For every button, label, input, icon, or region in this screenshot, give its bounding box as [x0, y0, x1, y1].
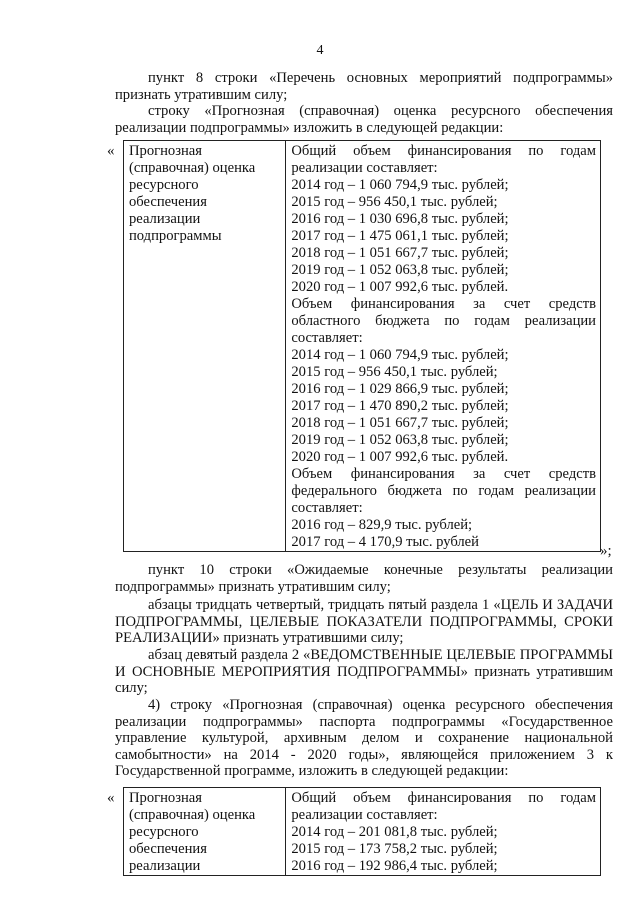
label-line: реализации	[129, 211, 201, 227]
list-item: 2016 год – 192 986,4 тыс. рублей;	[291, 858, 498, 874]
paragraph-section-1	[115, 597, 613, 647]
label-line: ресурсного	[129, 824, 199, 840]
table-value-cell	[286, 141, 601, 552]
label-line: (справочная) оценка	[129, 160, 256, 176]
quote-open: «	[107, 143, 115, 159]
quote-close: »;	[600, 543, 612, 559]
list-item: 2017 год – 1 470 890,2 тыс. рублей;	[291, 398, 509, 414]
quote-open: «	[107, 790, 115, 806]
paragraph-item-4	[115, 697, 613, 780]
list-item: 2016 год – 1 029 866,9 тыс. рублей;	[291, 381, 509, 397]
list-item: 2015 год – 956 450,1 тыс. рублей;	[291, 194, 498, 210]
list-item: 2018 год – 1 051 667,7 тыс. рублей;	[291, 245, 509, 261]
label-line: Прогнозная	[129, 143, 202, 159]
list-item: 2019 год – 1 052 063,8 тыс. рублей;	[291, 432, 509, 448]
page-number: 4	[316, 43, 324, 58]
table-row	[124, 141, 601, 552]
paragraph-text: абзацы тридцать четвертый, тридцать пятый раздела 1 «ЦЕЛЬ И ЗАДАЧИ ПОДПРОГРАММЫ, ЦЕЛЕВЫЕ ПОКАЗАТЕЛИ ПОДПРОГРАММЫ, СРОКИ РЕАЛИЗАЦИИ» признать утратившими силу;	[115, 597, 613, 647]
label-line: ресурсного	[129, 177, 199, 193]
paragraph-text: 4) строку «Прогнозная (справочная) оценка ресурсного обеспечения реализации подпрограммы» паспорта подпрограммы «Государственное управление культурой, архивным делом и сохранение национальной самобытности» на 2014 - 2020 годы», являющейся приложением 3 к Государственной программе, изложить в следующей редакции:	[115, 697, 613, 780]
list-item: 2016 год – 1 030 696,8 тыс. рублей;	[291, 211, 509, 227]
table-label-cell	[124, 788, 286, 876]
paragraph-text: строку «Прогнозная (справочная) оценка ресурсного обеспечения реализации подпрограммы» изложить в следующей редакции:	[115, 103, 613, 136]
paragraph-resource-row	[115, 103, 613, 136]
total-intro: Общий объем финансирования по годам реализации составляет:	[291, 790, 596, 823]
list-item: 2020 год – 1 007 992,6 тыс. рублей.	[291, 279, 509, 295]
list-item: 2017 год – 4 170,9 тыс. рублей	[291, 534, 479, 550]
label-line: обеспечения	[129, 194, 207, 210]
label-line: (справочная) оценка	[129, 807, 256, 823]
list-item: 2014 год – 1 060 794,9 тыс. рублей;	[291, 177, 509, 193]
paragraph-section-2	[115, 647, 613, 697]
regional-intro: Объем финансирования за счет средств областного бюджета по годам реализации составляет:	[291, 296, 596, 346]
federal-intro: Объем финансирования за счет средств федерального бюджета по годам реализации составляет:	[291, 466, 596, 516]
list-item: 2017 год – 1 475 061,1 тыс. рублей;	[291, 228, 509, 244]
list-item: 2014 год – 1 060 794,9 тыс. рублей;	[291, 347, 509, 363]
paragraph-item-10	[115, 562, 613, 595]
list-item: 2019 год – 1 052 063,8 тыс. рублей;	[291, 262, 509, 278]
label-line: реализации	[129, 858, 201, 874]
resource-table-1	[123, 140, 601, 552]
paragraph-text: пункт 10 строки «Ожидаемые конечные результаты реализации подпрограммы» признать утратившим силу;	[115, 562, 613, 595]
list-item: 2018 год – 1 051 667,7 тыс. рублей;	[291, 415, 509, 431]
list-item: 2016 год – 829,9 тыс. рублей;	[291, 517, 473, 533]
label-line: обеспечения	[129, 841, 207, 857]
resource-table-2	[123, 787, 601, 876]
table-value-cell	[286, 788, 601, 876]
list-item: 2015 год – 956 450,1 тыс. рублей;	[291, 364, 498, 380]
list-item: 2020 год – 1 007 992,6 тыс. рублей.	[291, 449, 509, 465]
paragraph-item-8	[115, 70, 613, 103]
paragraph-text: пункт 8 строки «Перечень основных мероприятий подпрограммы» признать утратившим силу;	[115, 70, 613, 103]
list-item: 2014 год – 201 081,8 тыс. рублей;	[291, 824, 498, 840]
table-row	[124, 788, 601, 876]
label-line: подпрограммы	[129, 228, 222, 244]
label-line: Прогнозная	[129, 790, 202, 806]
table-label-cell	[124, 141, 286, 552]
paragraph-text: абзац девятый раздела 2 «ВЕДОМСТВЕННЫЕ ЦЕЛЕВЫЕ ПРОГРАММЫ И ОСНОВНЫЕ МЕРОПРИЯТИЯ ПОДПРОГРАММЫ» признать утратившим силу;	[115, 647, 613, 697]
total-intro: Общий объем финансирования по годам реализации составляет:	[291, 143, 596, 176]
list-item: 2015 год – 173 758,2 тыс. рублей;	[291, 841, 498, 857]
